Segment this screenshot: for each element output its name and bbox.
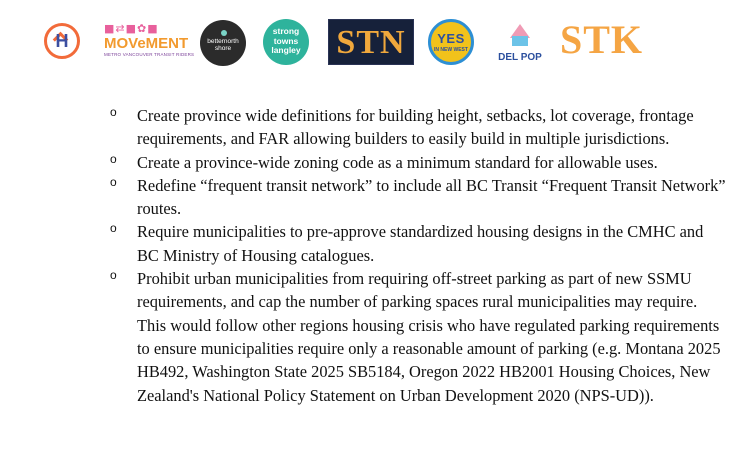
better-north-shore-logo-text: betternorth shore: [207, 38, 239, 52]
house-icon: [512, 36, 528, 46]
list-item-text: Require municipalities to pre-approve standardized housing designs in the CMHC and BC Ministry of Housing catalogues.: [137, 222, 704, 265]
yes-logo-subtext: IN NEW WEST: [434, 47, 468, 53]
stn-logo-text: STN: [336, 24, 406, 61]
movement-logo-text: MOVeMENT: [104, 35, 189, 52]
del-pop-logo-text: DEL POP: [498, 52, 542, 63]
movement-logo-subtext: METRO VANCOUVER TRANSIT RIDERS: [104, 52, 195, 57]
list-item: [0, 151, 746, 174]
bullet-marker: o: [110, 151, 117, 166]
bullet-marker: o: [110, 105, 117, 119]
list-item: [0, 220, 746, 267]
strong-towns-langley-logo: [263, 19, 309, 65]
bullet-marker: o: [110, 174, 117, 189]
stk-logo: STK: [560, 17, 644, 62]
strong-towns-langley-logo-text: strong towns langley: [271, 26, 301, 55]
movement-logo: [104, 22, 195, 64]
yes-logo-text: YES: [437, 31, 465, 46]
list-item: [0, 104, 746, 151]
del-pop-logo: [498, 20, 542, 66]
stn-logo: [328, 19, 414, 65]
list-item-text: Create province wide definitions for building height, setbacks, lot coverage, frontage requirements, and FAR allowing builders to easily build in multiple jurisdictions.: [137, 106, 694, 149]
bullet-marker: o: [110, 268, 117, 283]
home-logo-text: H: [55, 31, 69, 51]
logo-banner: [0, 0, 746, 80]
list-item-text: Create a province-wide zoning code as a minimum standard for allowable uses.: [137, 152, 658, 172]
list-item: [0, 267, 746, 407]
yes-in-new-west-logo: [428, 19, 474, 65]
list-item-text: Redefine “frequent transit network” to include all BC Transit “Frequent Transit Network” routes.: [137, 175, 726, 219]
recommendation-list: [0, 104, 746, 407]
bullet-marker: o: [110, 221, 117, 236]
home-logo: [44, 23, 80, 59]
leaf-icon: [221, 30, 227, 36]
transit-icons: ■⇄■✿■: [104, 22, 159, 35]
better-north-shore-logo: [200, 20, 246, 66]
list-item-text: Prohibit urban municipalities from requiring off-street parking as part of new SSMU requirements, and cap the number of parking spaces rural municipalities may require. This would follow other regions housing crisis who have regulated parking requirements to ensure municipalities require only a reasonable amount of parking (e.g. Montana 2025 HB492, Washington State 2025 SB5184, Oregon 2022 HB2001 Housing Choices, New Zealand's National Policy Statement on Urban Development 2020 (NPS-UD)).: [137, 269, 721, 405]
list-item: [0, 174, 746, 221]
